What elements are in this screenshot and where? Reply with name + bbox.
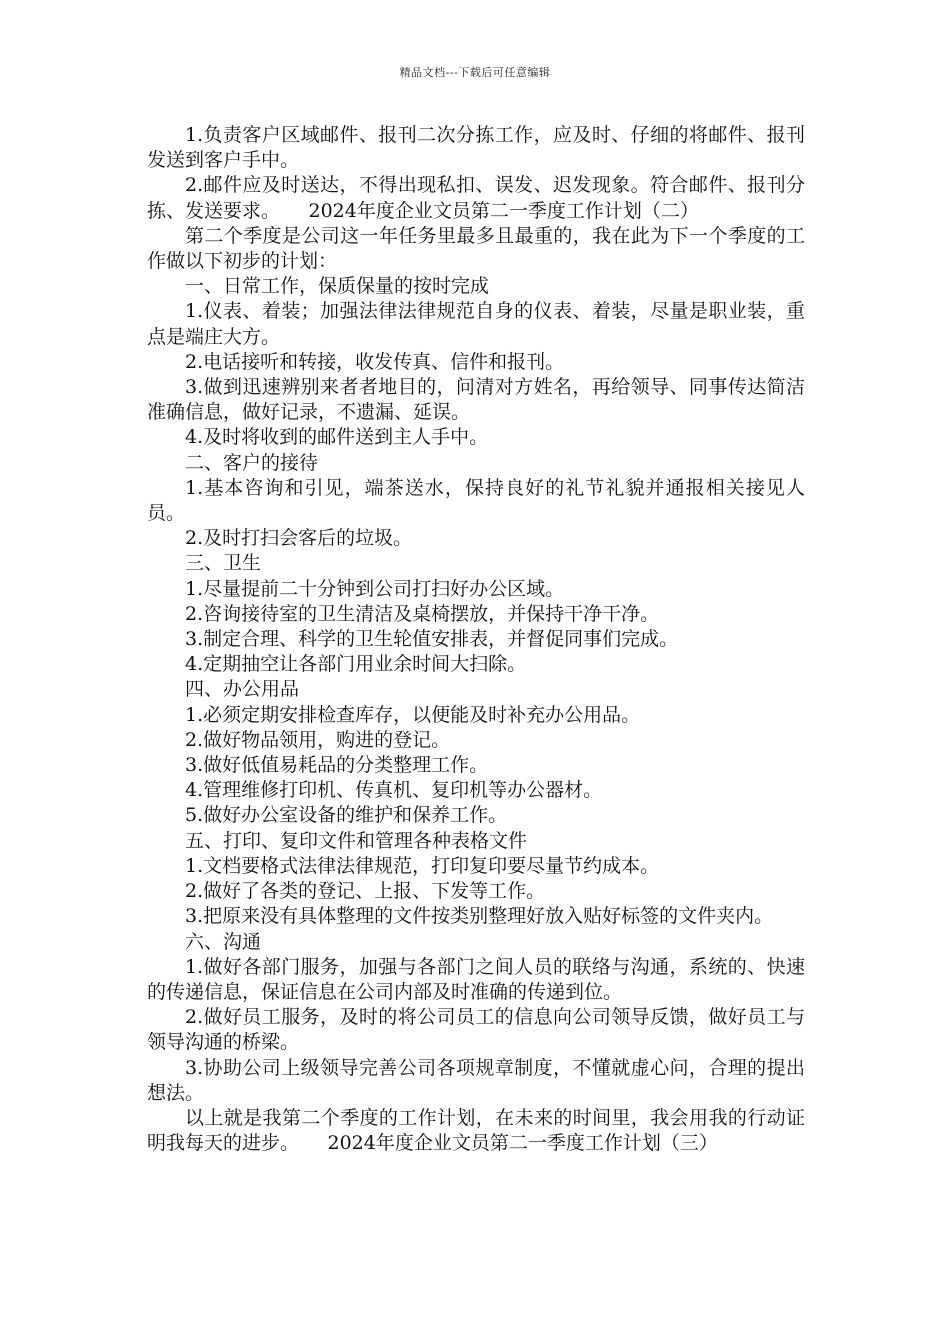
paragraph: 1.仪表、着装；加强法律法律规范自身的仪表、着装，尽量是职业装，重点是端庄大方。: [147, 300, 805, 348]
paragraph: 3.把原来没有具体整理的文件按类别整理好放入贴好标签的文件夹内。: [185, 905, 774, 928]
section-heading: 一、日常工作，保质保量的按时完成: [185, 275, 490, 298]
paragraph: 1.基本咨询和引见，端茶送水，保持良好的礼节礼貌并通报相关接见人员。: [147, 476, 805, 525]
paragraph: 4.及时将收到的邮件送到主人手中。: [185, 426, 489, 449]
paragraph: 2.做好了各类的登记、上报、下发等工作。: [185, 880, 546, 903]
section-heading: 二、客户的接待: [185, 451, 319, 474]
section-heading: 三、卫生: [185, 552, 262, 575]
paragraph: 4.定期抽空让各部门用业余时间大扫除。: [185, 653, 527, 676]
paragraph: 2.邮件应及时送达，不得出现私扣、误发、迟发现象。符合邮件、报刊分拣、发送要求。 2024年度企业文员第二一季度工作计划（二）: [147, 174, 805, 222]
document-body: [147, 123, 805, 1156]
paragraph: 2.做好员工服务，及时的将公司员工的信息向公司领导反馈，做好员工与领导沟通的桥梁。: [147, 1006, 805, 1054]
paragraph: 第二个季度是公司这一年任务里最多且最重的，我在此为下一个季度的工作做以下初步的计划：: [147, 224, 805, 273]
paragraph: 3.制定合理、科学的卫生轮值安排表，并督促同事们完成。: [185, 628, 679, 651]
paragraph: 2.咨询接待室的卫生清洁及桌椅摆放，并保持干净干净。: [185, 602, 660, 625]
section-heading: 六、沟通: [185, 930, 262, 953]
paragraph: 3.协助公司上级领导完善公司各项规章制度，不懂就虚心问，合理的提出想法。: [147, 1056, 805, 1104]
paragraph: 3.做好低值易耗品的分类整理工作。: [185, 754, 489, 777]
paragraph: 以上就是我第二个季度的工作计划，在未来的时间里，我会用我的行动证明我每天的进步。 2024年度企业文员第二一季度工作计划（三）: [147, 1106, 805, 1155]
paragraph: 5.做好办公室设备的维护和保养工作。: [185, 804, 508, 827]
paragraph: 1.负责客户区域邮件、报刊二次分拣工作，应及时、仔细的将邮件、报刊发送到客户手中。: [147, 124, 805, 172]
paragraph: 2.做好物品领用，购进的登记。: [185, 728, 451, 751]
paragraph: 2.及时打扫会客后的垃圾。: [185, 527, 413, 550]
paragraph: 3.做到迅速辨别来者者地目的，问清对方姓名，再给领导、同事传达简洁准确信息，做好记录，不遗漏、延误。: [147, 376, 805, 424]
paragraph: 1.必须定期安排检查库存，以便能及时补充办公用品。: [185, 703, 641, 726]
paragraph: 4.管理维修打印机、传真机、复印机等办公器材。: [185, 779, 603, 802]
paragraph: 2.电话接听和转接，收发传真、信件和报刊。: [185, 350, 565, 373]
section-heading: 五、打印、复印文件和管理各种表格文件: [185, 829, 528, 852]
paragraph: 1.尽量提前二十分钟到公司打扫好办公区域。: [185, 577, 565, 600]
page-header: 精品文档---下载后可任意编辑: [399, 66, 551, 79]
section-heading: 四、办公用品: [185, 678, 300, 701]
paragraph: 1.做好各部门服务，加强与各部门之间人员的联络与沟通，系统的、快速的传递信息，保证信息在公司内部及时准确的传递到位。: [147, 955, 805, 1003]
paragraph: 1.文档要格式法律法律规范，打印复印要尽量节约成本。: [185, 854, 660, 877]
